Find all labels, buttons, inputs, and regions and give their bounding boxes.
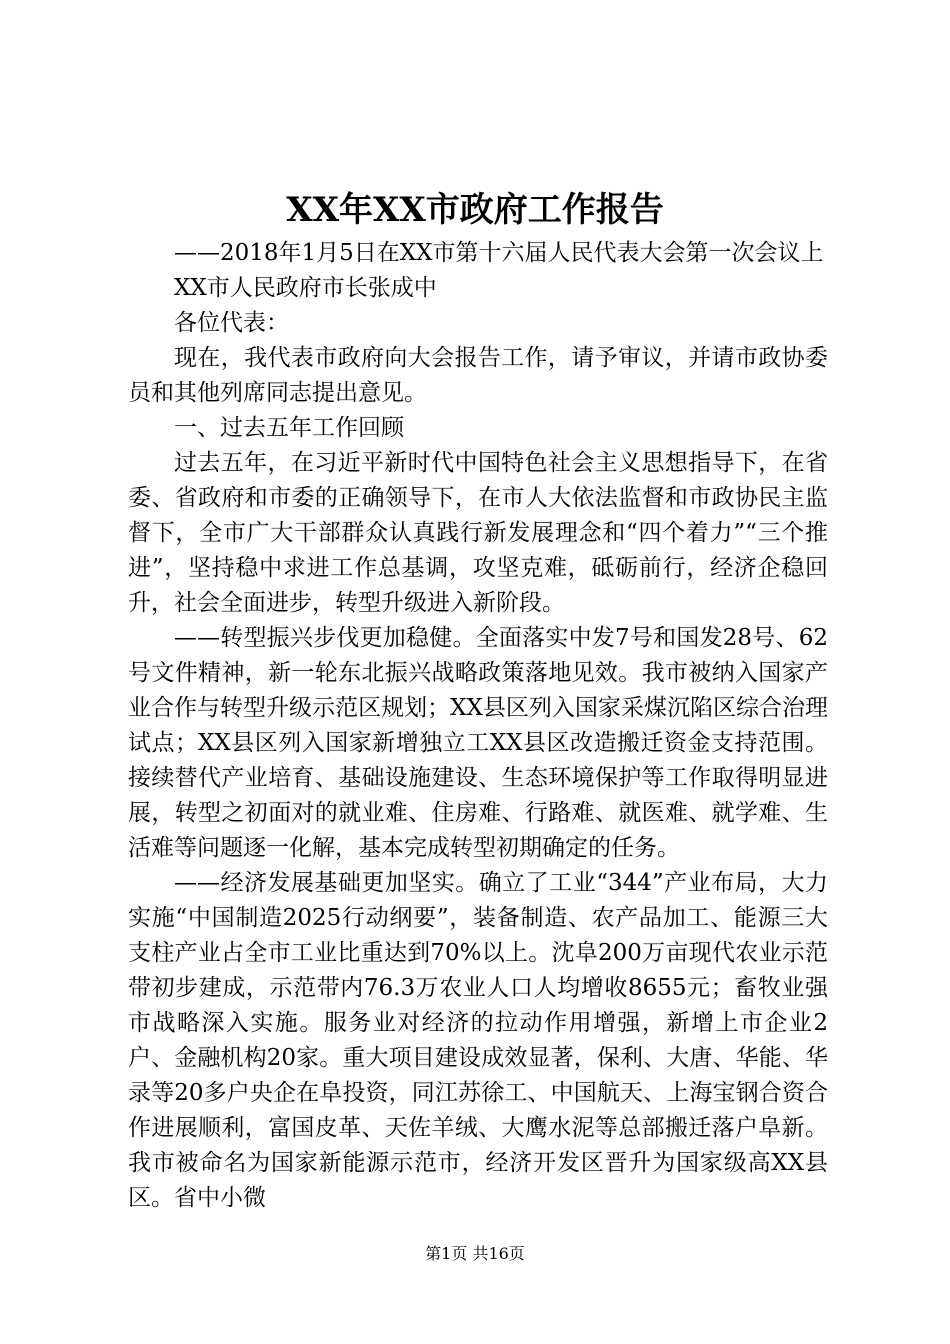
salutation: 各位代表： <box>174 310 289 336</box>
section-heading: 一、过去五年工作回顾 <box>174 415 404 441</box>
document-body <box>128 236 828 1216</box>
paragraph: ——转型振兴步伐更加稳健。全面落实中发7号和国发28号、62号文件精神，新一轮东北振兴战略政策落地见效。我市被纳入国家产业合作与转型升级示范区规划；XX县区列入国家采煤沉陷区综合治理试点；XX县区列入国家新增独立工XX县区改造搬迁资金支持范围。接续替代产业培育、基础设施建设、生态环境保护等工作取得明显进展，转型之初面对的就业难、住房难、行路难、就医难、就学难、生活难等问题逐一化解，基本完成转型初期确定的任务。 <box>128 625 828 861</box>
author-line: XX市人民政府市长张成中 <box>174 275 437 301</box>
paragraph: ——经济发展基础更加坚实。确立了工业“344”产业布局，大力实施“中国制造2025行动纲要”，装备制造、农产品加工、能源三大支柱产业占全市工业比重达到70%以上。沈阜200万亩现代农业示范带初步建成，示范带内76.3万农业人口人均增收8655元；畜牧业强市战略深入实施。服务业对经济的拉动作用增强，新增上市企业2户、金融机构20家。重大项目建设成效显著，保利、大唐、华能、华录等20多户央企在阜投资，同江苏徐工、中国航天、上海宝钢合资合作进展顺利，富国皮革、天佐羊绒、大鹰水泥等总部搬迁落户阜新。我市被命名为国家新能源示范市，经济开发区晋升为国家级高XX县区。省中小微 <box>128 870 828 1211</box>
paragraph: 现在，我代表市政府向大会报告工作，请予审议，并请市政协委员和其他列席同志提出意见。 <box>128 345 828 406</box>
document-title: XX年XX市政府工作报告 <box>286 190 664 230</box>
subtitle-line: ——2018年1月5日在XX市第十六届人民代表大会第一次会议上 <box>174 240 824 266</box>
paragraph: 过去五年，在习近平新时代中国特色社会主义思想指导下，在省委、省政府和市委的正确领导下，在市人大依法监督和市政协民主监督下，全市广大干部群众认真践行新发展理念和“四个着力”“三个推进”，坚持稳中求进工作总基调，攻坚克难，砥砺前行，经济企稳回升，社会全面进步，转型升级进入新阶段。 <box>128 450 828 616</box>
page-number: 第1页 共16页 <box>425 1244 525 1263</box>
